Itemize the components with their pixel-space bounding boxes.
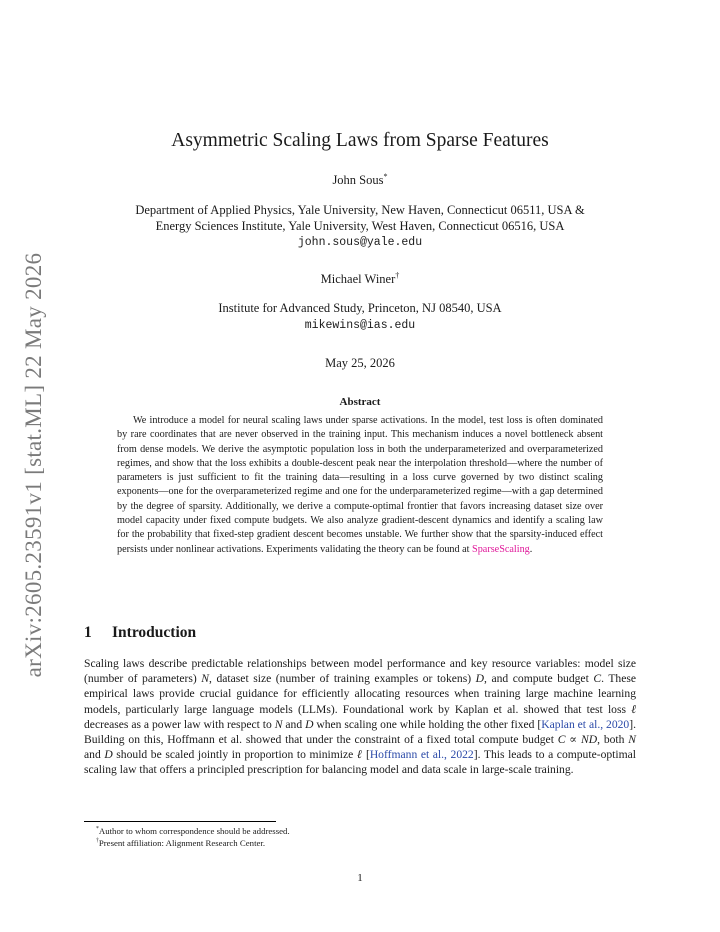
page-number: 1 <box>357 872 363 884</box>
author-name-1: John Sous* <box>332 171 388 187</box>
citation-kaplan-link[interactable]: Kaplan et al., 2020 <box>541 717 630 731</box>
affiliation-line: Department of Applied Physics, Yale University, New Haven, Connecticut 06511, USA & <box>135 203 585 217</box>
footnote-2: †Present affiliation: Alignment Research Center. <box>96 838 266 848</box>
footnote-divider <box>84 821 276 822</box>
footnotes <box>96 825 290 849</box>
author-affiliation-2: Institute for Advanced Study, Princeton, NJ 08540, USA <box>218 301 502 315</box>
arxiv-identifier-stamp: arXiv:2605.23591v1 [stat.ML] 22 May 2026 <box>21 252 46 678</box>
author-affiliation-1 <box>84 202 636 234</box>
citation-hoffmann-link[interactable]: Hoffmann et al., 2022 <box>369 748 474 762</box>
author-email-2[interactable]: mikewins@ias.edu <box>304 319 416 332</box>
introduction-paragraph: Scaling laws describe predictable relationships between model performance and key resource variables: model size (number of parameters) N, dataset size (number of training examples or tokens) D, and compute budget C. These empirical laws provide crucial guidance for efficiently allocating resources when training large machine learning models, particularly large language models (LLMs). Foundational work by Kaplan et al. showed that test loss ℓ decreases as a power law with respect to N and D when scaling one while holding the other fixed [Kaplan et al., 2020]. Building on this, Hoffmann et al. showed that under the constraint of a fixed total compute budget C ∝ ND, both N and D should be scaled jointly in proportion to minimize ℓ [Hoffmann et al., 2022]. This leads to a compute-optimal scaling law that offers a principled prescription for balancing model and data scale in large-scale training. <box>84 657 637 777</box>
affiliation-line: Energy Sciences Institute, Yale University, West Haven, Connecticut 06516, USA <box>155 219 565 233</box>
author-name-2: Michael Winer† <box>320 270 400 286</box>
paper-title: Asymmetric Scaling Laws from Sparse Features <box>171 130 549 151</box>
section-heading: 1 Introduction <box>84 624 197 641</box>
sparse-scaling-link[interactable]: SparseScaling <box>472 543 530 555</box>
paper-date: May 25, 2026 <box>325 356 395 370</box>
footnote-1: *Author to whom correspondence should be addressed. <box>96 826 290 836</box>
abstract-heading: Abstract <box>339 396 381 408</box>
author-email-1[interactable]: john.sous@yale.edu <box>297 236 423 249</box>
abstract-text: We introduce a model for neural scaling laws under sparse activations. In the model, test loss is often dominated by rare coordinates that are never observed in the training input. This mechanism induces a novel bottleneck absent from dense models. We derive the asymptotic population loss in both the underparameterized and overparameterized regimes, and show that the loss exhibits a double-descent peak near the interpolation threshold—where the number of parameters is just sufficient to fit the training data—resulting in a loss curve governed by two distinct scaling exponents—one for the overparameterized regime and one for the underparameterized regime—with a gap determined by the degree of sparsity. Additionally, we derive a compute-optimal frontier that favors increasing dataset size over model capacity under fixed compute budgets. We also analyze gradient-descent dynamics and identify a scaling law for the probability that fixed-step gradient descent becomes unstable. We further show that the sparsity-induced effect persists under nonlinear activations. Experiments validating the theory can be found at SparseScaling. <box>117 415 603 555</box>
